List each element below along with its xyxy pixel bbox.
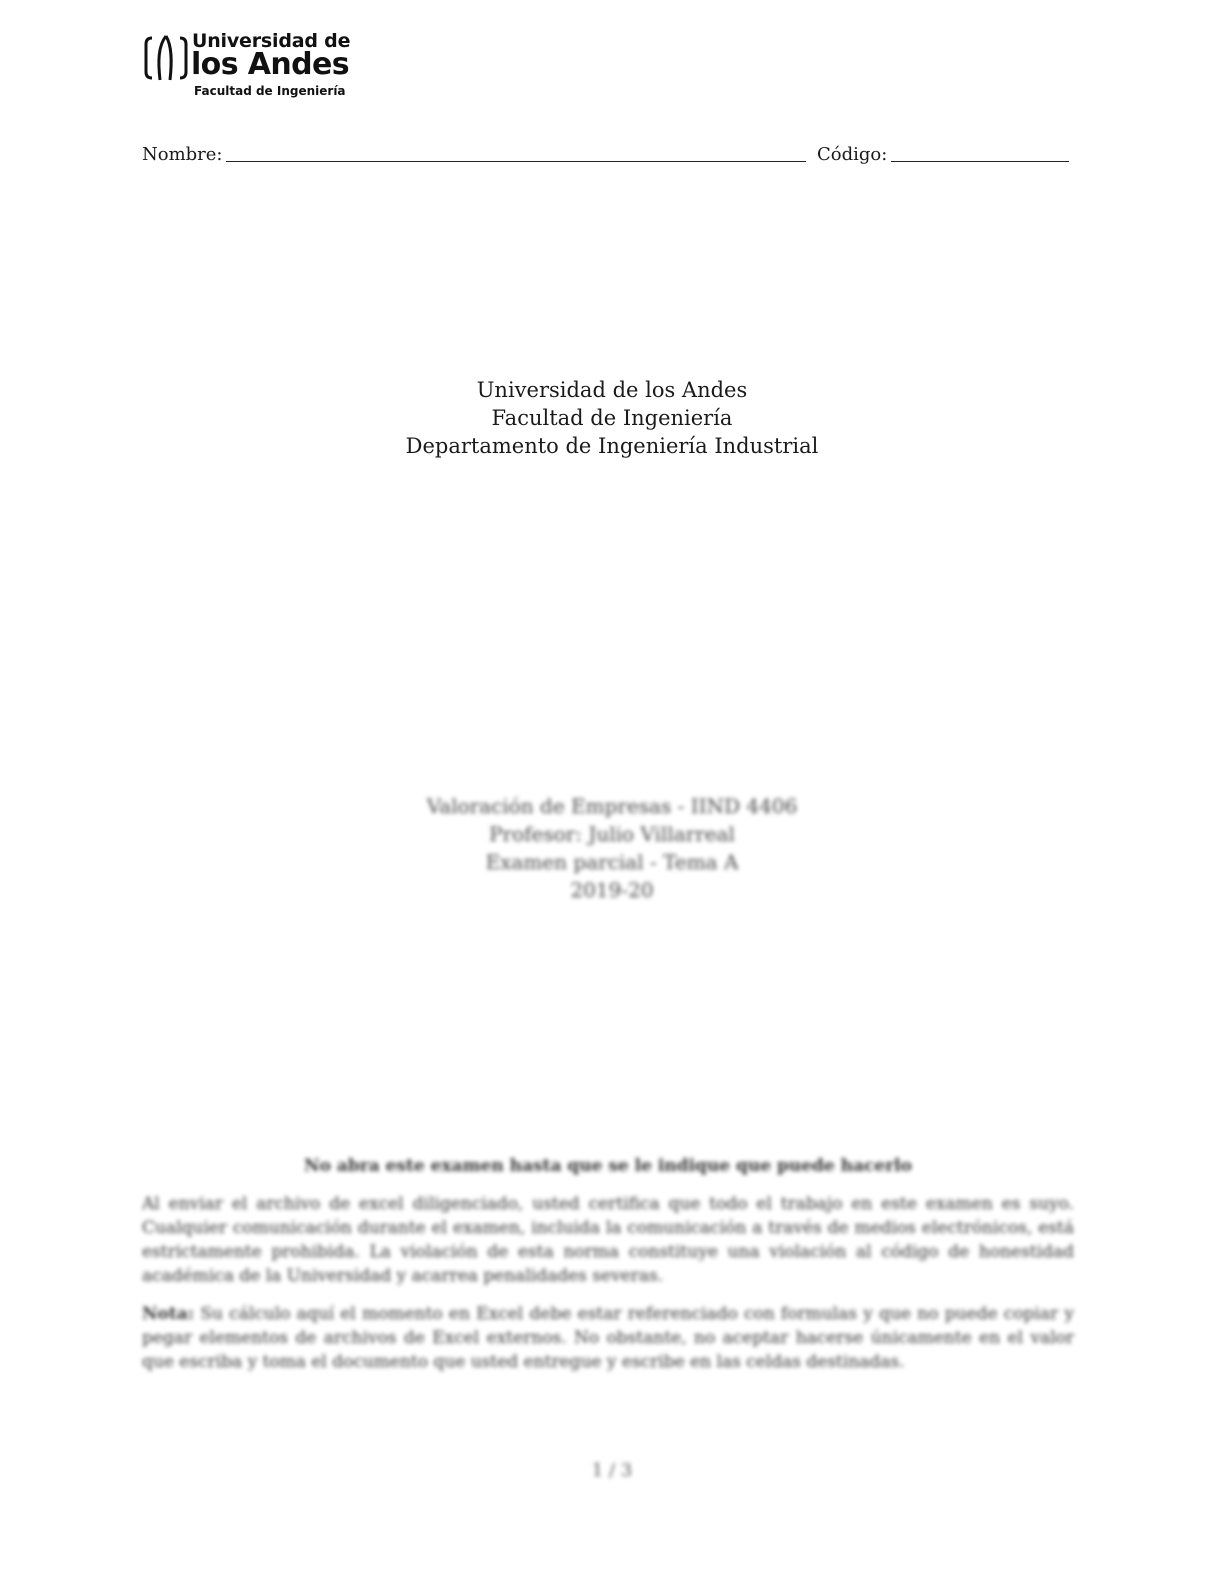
note-text: Su cálculo aquí el momento en Excel debe estar referenciado con formulas y que no puede copiar y pegar elementos de archivos de Excel externos. No obstante, no aceptar hacerse únicamente en el valor que escriba y toma el documento que usted entregue y escribe en las celdas destinadas. xyxy=(142,1304,1075,1372)
course-name: Valoración de Empresas - IIND 4406 xyxy=(426,794,798,818)
page-number: 1 / 3 xyxy=(591,1460,633,1481)
note-paragraph xyxy=(142,1302,1074,1374)
logo-text-line3: Facultad de Ingeniería xyxy=(194,84,346,98)
university-name: Universidad de los Andes xyxy=(476,378,748,402)
name-field[interactable] xyxy=(226,161,806,162)
andes-seal-icon xyxy=(144,32,188,84)
institution-header xyxy=(0,376,1224,460)
code-label: Código: xyxy=(817,144,888,165)
professor-name: Profesor: Julio Villarreal xyxy=(489,822,735,846)
department-name: Departamento de Ingeniería Industrial xyxy=(405,434,819,458)
exam-instructions xyxy=(142,1154,1074,1388)
honesty-paragraph: Al enviar el archivo de excel diligenciado, usted certifica que todo el trabajo en este examen es suyo. Cualquier comunicación durante el examen, incluida la comunicación a través de medios electrónicos, está estrictamente prohibida. La violación de esta norma constituye una violación al código de honestidad académica de la Universidad y acarrea penalidades severas. xyxy=(142,1194,1074,1286)
exam-title: Examen parcial - Tema A xyxy=(485,850,739,874)
term: 2019-20 xyxy=(570,878,654,902)
student-id-row xyxy=(142,144,1072,168)
logo-text-line1: Universidad de xyxy=(192,30,351,52)
course-info xyxy=(0,792,1224,904)
instructions-title: No abra este examen hasta que se le indique que puede hacerlo xyxy=(304,1156,912,1176)
note-label: Nota: xyxy=(142,1304,195,1324)
code-field[interactable] xyxy=(891,161,1069,162)
logo-text-line2: los Andes xyxy=(191,47,350,82)
university-logo xyxy=(144,30,351,102)
name-label: Nombre: xyxy=(142,144,223,165)
faculty-name: Facultad de Ingeniería xyxy=(491,406,733,430)
